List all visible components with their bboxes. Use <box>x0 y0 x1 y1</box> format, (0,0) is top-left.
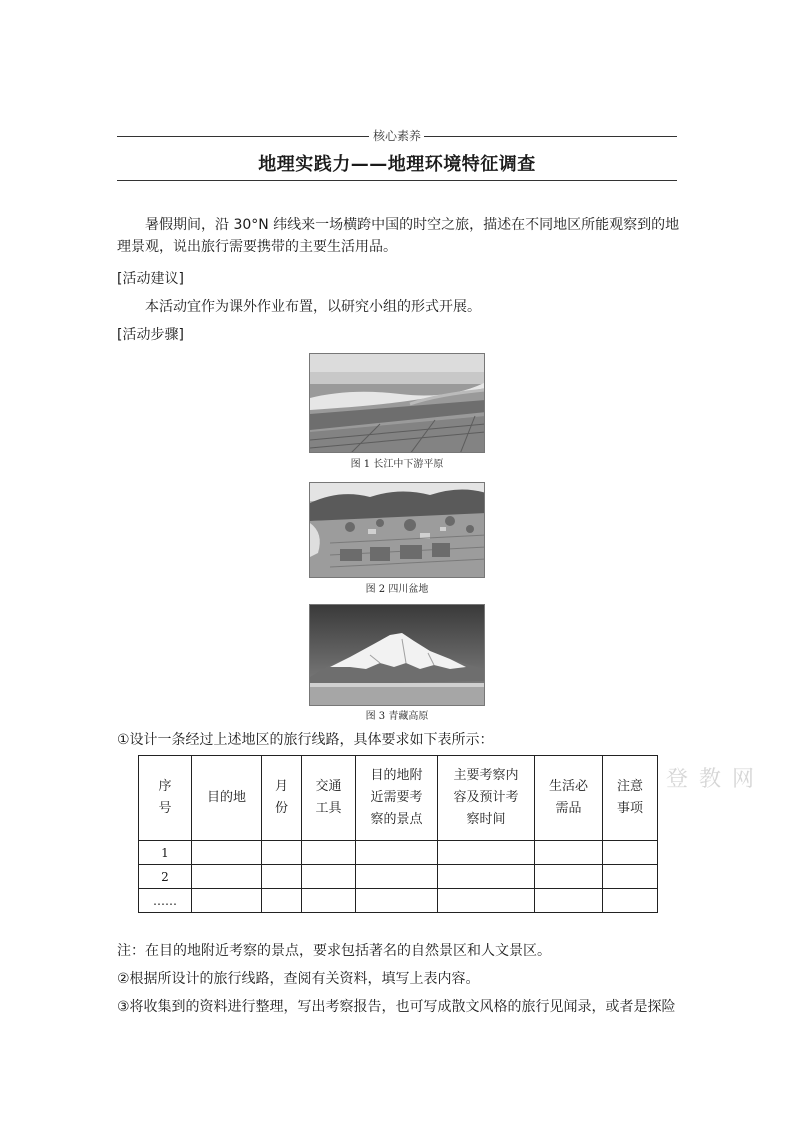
table-cell <box>438 841 535 865</box>
table-cell <box>302 841 356 865</box>
suggestion-heading: [活动建议] <box>117 271 184 287</box>
table-cell <box>438 865 535 889</box>
header-survey-content-label: 主要考察内容及预计考察时间 <box>453 768 519 827</box>
note-text: 注：在目的地附近考察的景点，要求包括著名的自然景区和人文景区。 <box>117 943 551 959</box>
table-row <box>139 889 658 913</box>
row-index-cell: …… <box>139 889 192 913</box>
table-cell <box>192 841 262 865</box>
page-title: 地理实践力——地理环境特征调查 <box>258 154 536 175</box>
row-index-cell: 1 <box>139 841 192 865</box>
table-cell <box>262 889 302 913</box>
intro-paragraph: 暑假期间，沿 30°N 纬线来一场横跨中国的时空之旅，描述在不同地区所能观察到的地理景观，说出旅行需要携带的主要生活用品。 <box>117 217 680 255</box>
divider-line-right <box>424 136 677 137</box>
table-cell <box>603 889 658 913</box>
table-cell <box>302 889 356 913</box>
table-cell <box>262 841 302 865</box>
header-notes-label: 注意事项 <box>616 779 643 816</box>
step-1-text: ①设计一条经过上述地区的旅行线路，具体要求如下表所示： <box>117 732 494 748</box>
header-transport <box>302 756 356 841</box>
step-3-text: ③将收集到的资料进行整理，写出考察报告，也可写成散文风格的旅行见闻录，或者是探险 <box>117 999 676 1015</box>
figure-plain-photo <box>309 353 485 453</box>
header-month <box>262 756 302 841</box>
table-row <box>139 865 658 889</box>
header-index <box>139 756 192 841</box>
title-underline <box>117 180 677 181</box>
figure-2-caption: 图 2 四川盆地 <box>365 584 429 595</box>
table-cell <box>356 841 438 865</box>
table-cell <box>535 841 603 865</box>
figure-basin-photo <box>309 482 485 578</box>
travel-plan-table <box>138 755 658 913</box>
suggestion-text: 本活动宜作为课外作业布置，以研究小组的形式开展。 <box>145 299 481 315</box>
header-necessities-label: 生活必需品 <box>548 779 588 816</box>
watermark-text: 登 教 网 <box>666 767 756 792</box>
header-destination: 目的地 <box>192 756 262 841</box>
table-cell <box>535 865 603 889</box>
table-cell <box>356 865 438 889</box>
section-divider <box>117 128 677 144</box>
basin-landscape-image <box>310 483 485 578</box>
row-index-cell: 2 <box>139 865 192 889</box>
header-nearby-sites-label: 目的地附近需要考察的景点 <box>370 768 423 827</box>
header-transport-label: 交通工具 <box>315 779 342 816</box>
table-cell <box>356 889 438 913</box>
divider-line-left <box>117 136 369 137</box>
section-label: 核心素养 <box>372 129 421 143</box>
figure-1-caption: 图 1 长江中下游平原 <box>350 459 444 470</box>
header-notes <box>603 756 658 841</box>
plain-landscape-image <box>310 354 485 453</box>
figure-plateau-photo <box>309 604 485 706</box>
plateau-landscape-image <box>310 605 485 706</box>
table-cell <box>603 841 658 865</box>
table-cell <box>262 865 302 889</box>
table-cell <box>438 889 535 913</box>
header-survey-content <box>438 756 535 841</box>
header-month-label: 月份 <box>274 779 288 816</box>
table-cell <box>603 865 658 889</box>
header-nearby-sites <box>356 756 438 841</box>
table-header-row <box>139 756 658 841</box>
steps-heading: [活动步骤] <box>117 327 184 343</box>
table-cell <box>192 865 262 889</box>
step-2-text: ②根据所设计的旅行线路，查阅有关资料，填写上表内容。 <box>117 971 480 987</box>
table-cell <box>192 889 262 913</box>
header-necessities <box>535 756 603 841</box>
figure-3-caption: 图 3 青藏高原 <box>365 711 429 722</box>
table-cell <box>535 889 603 913</box>
header-index-label: 序号 <box>158 779 172 816</box>
table-cell <box>302 865 356 889</box>
table-row <box>139 841 658 865</box>
